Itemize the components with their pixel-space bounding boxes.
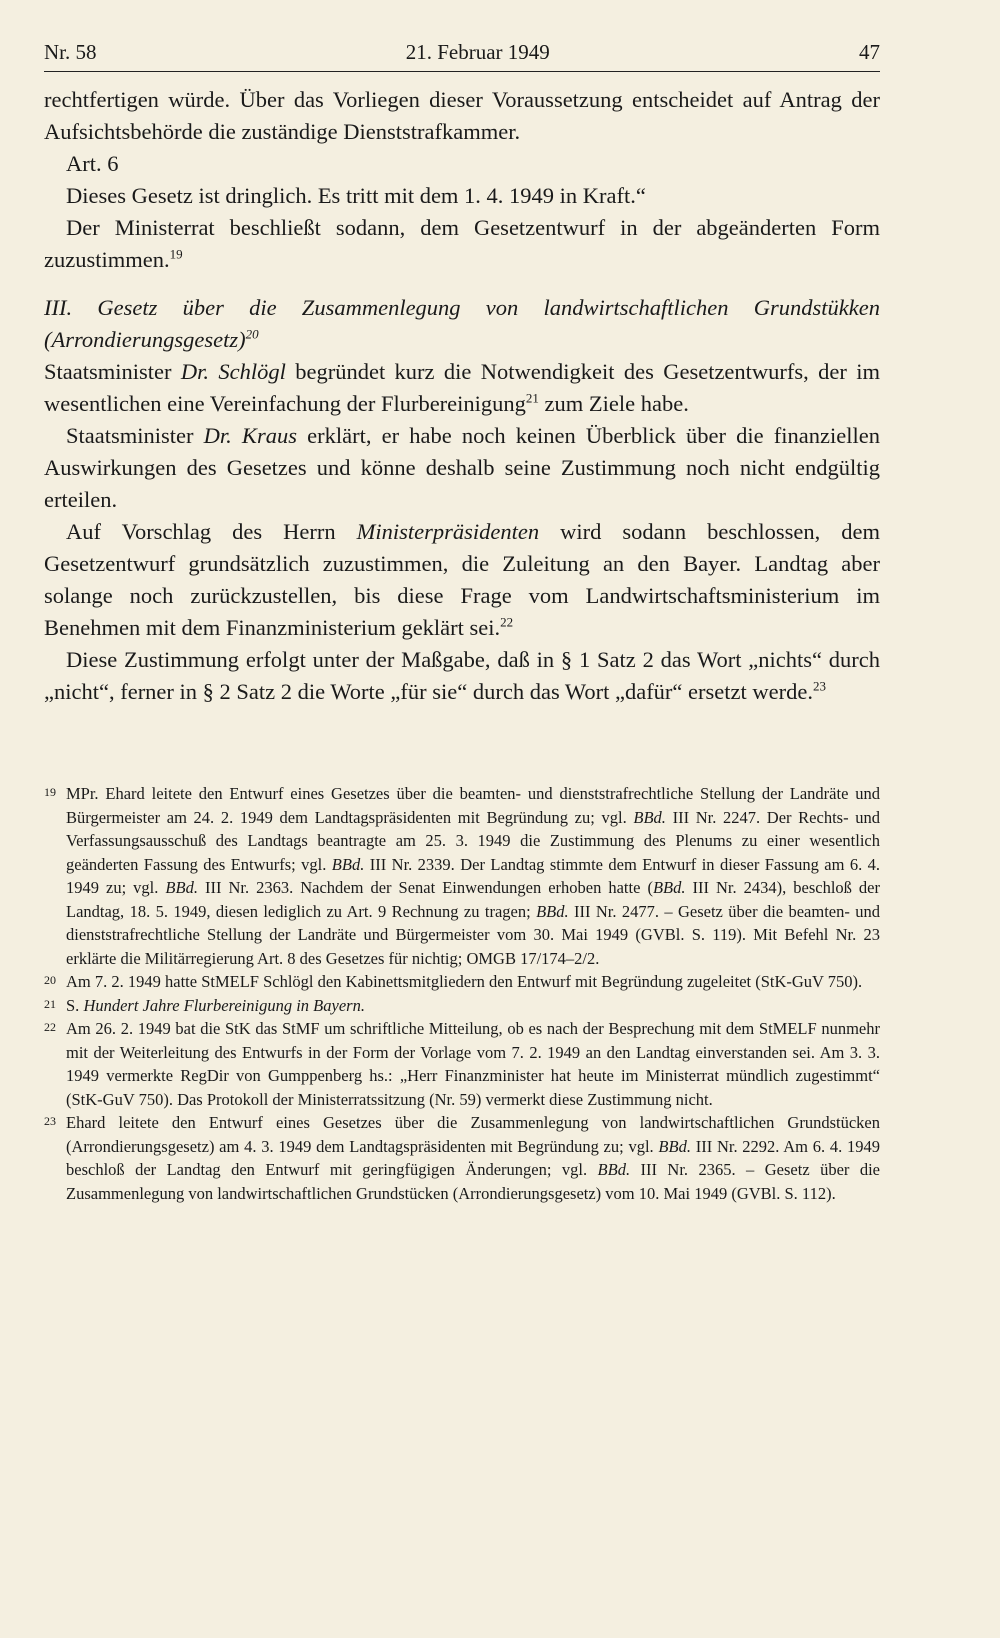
- paragraph: rechtfertigen würde. Über das Vorliegen dieser Voraussetzung entscheidet auf Antrag der Aufsichtsbehörde die zuständige Dienststrafkammer.: [44, 87, 880, 144]
- footnote-number: 21: [44, 996, 56, 1011]
- paragraph: Staatsminister Dr. Schlögl begründet kurz die Notwendigkeit des Gesetzentwurfs, der im wesentlichen eine Vereinfachung der Flurbereinigung$^{21}$ zum Ziele habe.: [44, 359, 880, 416]
- footnote-ref: 19: [169, 246, 183, 262]
- paragraph: Diese Zustimmung erfolgt unter der Maßgabe, daß in § 1 Satz 2 das Wort „nichts“ durch „nicht“, ferner in § 2 Satz 2 die Worte „für sie“ durch das Wort „dafür“ ersetzt werde.$^{23}$: [44, 647, 880, 704]
- footnote-number: 22: [44, 1020, 56, 1034]
- document-page: [44, 40, 880, 1205]
- footnote-number: 19: [44, 785, 56, 799]
- paragraph: Auf Vorschlag des Herrn Ministerpräsidenten wird sodann beschlossen, dem Gesetzentwurf grundsätzlich zuzustimmen, die Zuleitung an den Bayer. Landtag aber solange noch zurückzustellen, bis diese Frage vom Landwirtschaftsministerium im Benehmen mit dem Finanzministerium geklärt sei.$^{22}$: [44, 519, 880, 640]
- footnote-text: Am 26. 2. 1949 bat die StK das StMF um schriftliche Mitteilung, ob es nach der Besprechung mit dem StMELF nunmehr mit der Weiterleitung des Entwurfs in der Form der Vorlage vom 7. 2. 1949 an den Landtag einverstanden sei. Am 3. 3. 1949 vermerkte RegDir von Gumppenberg hs.: „Herr Finanzminister hat heute im Ministerrat mündlich zugestimmt“ (StK-GuV 750). Das Protokoll der Ministerratssitzung (Nr. 59) vermerkt diese Zustimmung nicht.: [66, 1019, 880, 1109]
- running-header: [44, 40, 880, 72]
- footnote-ref: 23: [812, 678, 826, 694]
- footnote-ref: 21: [525, 390, 539, 406]
- footnotes: [44, 782, 880, 1205]
- main-text: [44, 84, 880, 708]
- page-number: 47: [859, 40, 880, 64]
- paragraph: Dieses Gesetz ist dringlich. Es tritt mit dem 1. 4. 1949 in Kraft.“: [66, 183, 646, 208]
- paragraph: Staatsminister Dr. Kraus erklärt, er habe noch keinen Überblick über die finanziellen Auswirkungen des Gesetzes und könne deshalb seine Zustimmung noch nicht endgültig erteilen.: [44, 423, 880, 512]
- footnote-ref: 20: [245, 326, 259, 342]
- header-date: 21. Februar 1949: [405, 40, 550, 64]
- person-name: Ministerpräsidenten: [356, 519, 540, 544]
- footnote-number: 20: [44, 973, 56, 987]
- person-name: Dr. Kraus: [203, 423, 297, 448]
- footnote-text: Ehard leitete den Entwurf eines Gesetzes über die Zusammenlegung von landwirtschaftlichen Grundstücken (Arrondierungsgesetz) am 4. 3. 1949 dem Landtagspräsidenten mit Begründung zu; vgl. BBd. III Nr. 2292. Am 6. 4. 1949 beschloß der Landtag den Entwurf mit geringfügigen Änderungen; vgl. BBd. III Nr. 2365. – Gesetz über die Zusammenlegung von landwirtschaftlichen Grundstücken (Arrondierungsgesetz) vom 10. Mai 1949 (GVBl. S. 112).: [66, 1113, 880, 1203]
- issue-number: Nr. 58: [44, 40, 97, 64]
- footnote: [44, 970, 880, 994]
- footnote: [44, 782, 880, 970]
- footnote: [44, 994, 880, 1018]
- footnote-ref: 22: [500, 614, 514, 630]
- paragraph: Der Ministerrat beschließt sodann, dem Gesetzentwurf in der abgeänderten Form zuzustimmen.$^{19}$: [44, 215, 880, 272]
- footnote-text: Am 7. 2. 1949 hatte StMELF Schlögl den Kabinettsmitgliedern den Entwurf mit Begründung zugeleitet (StK-GuV 750).: [66, 972, 863, 991]
- footnote: [44, 1017, 880, 1111]
- article-heading: Art. 6: [66, 151, 119, 176]
- section-title: III. Gesetz über die Zusammenlegung von landwirtschaftlichen Grundstükken (Arrondierungsgesetz)$^{20}$: [44, 295, 880, 352]
- footnote-text: S. Hundert Jahre Flurbereinigung in Bayern.: [66, 995, 365, 1015]
- footnote-number: 23: [44, 1114, 56, 1128]
- person-name: Dr. Schlögl: [180, 359, 286, 384]
- footnote-text: MPr. Ehard leitete den Entwurf eines Gesetzes über die beamten- und dienststrafrechtliche Stellung der Landräte und Bürgermeister am 24. 2. 1949 dem Landtagspräsidenten mit Begründung zu; vgl. BBd. III Nr. 2247. Der Rechts- und Verfassungsausschuß des Landtags beantragte am 25. 3. 1949 die Zustimmung des Plenums zu einer wesentlich geänderten Fassung des Entwurfs; vgl. BBd. III Nr. 2339. Der Landtag stimmte dem Entwurf in dieser Fassung am 6. 4. 1949 zu; vgl. BBd. III Nr. 2363. Nachdem der Senat Einwendungen erhoben hatte (BBd. III Nr. 2434), beschloß der Landtag, 18. 5. 1949, diesen lediglich zu Art. 9 Rechnung zu tragen; BBd. III Nr. 2477. – Gesetz über die beamten- und dienststrafrechtliche Stellung der Landräte und Bürgermeister vom 30. Mai 1949 (GVBl. S. 119). Mit Befehl Nr. 23 erklärte die Militärregierung Art. 8 des Gesetzes für nichtig; OMGB 17/174–2/2.: [66, 784, 880, 968]
- footnote: [44, 1111, 880, 1205]
